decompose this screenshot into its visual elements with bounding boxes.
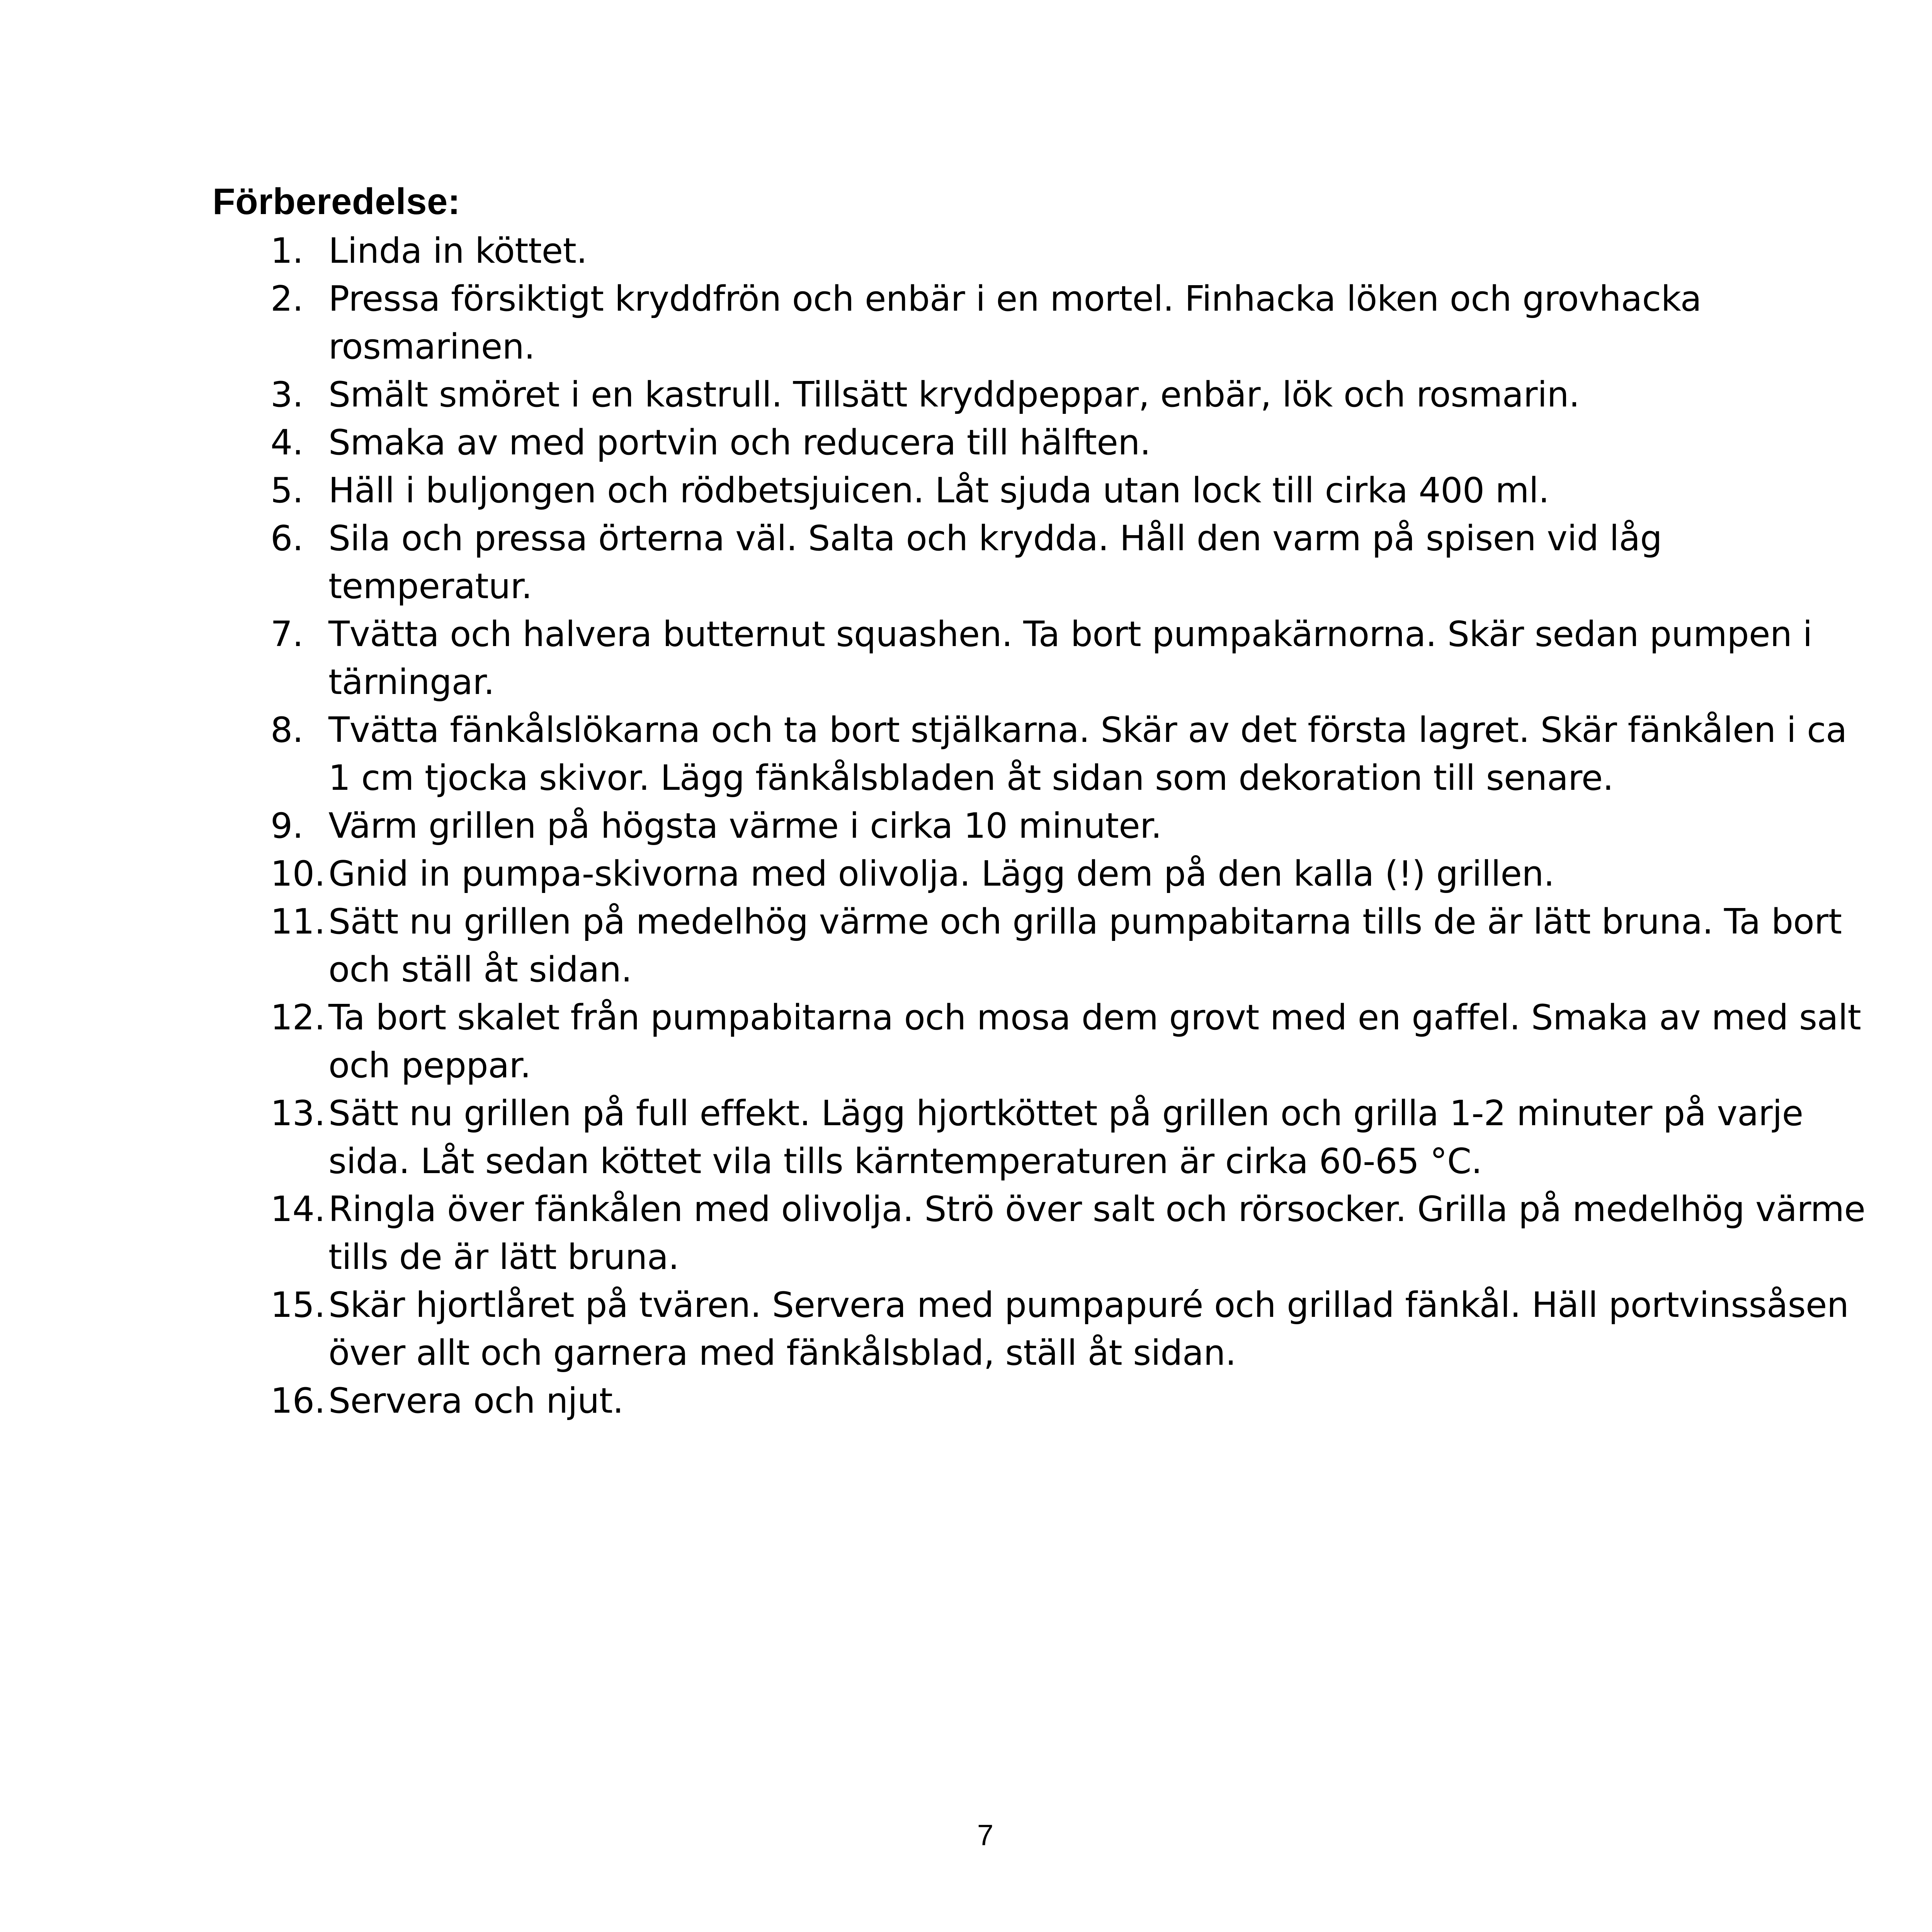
step-13: [213, 1090, 1866, 1185]
step-text: Häll i buljongen och rödbetsjuicen. Låt sjuda utan lock till cirka 400 ml.: [328, 470, 1549, 511]
step-text: Pressa försiktigt kryddfrön och enbär i en mortel. Finhacka löken och grovhacka rosmarinen.: [328, 279, 1702, 367]
step-number: 2.: [270, 279, 303, 319]
step-number: 16.: [270, 1381, 325, 1421]
page-number: 7: [977, 1819, 994, 1852]
section-heading: Förberedelse:: [213, 181, 461, 222]
step-4: [213, 419, 1866, 467]
steps-list: [213, 227, 1866, 1425]
step-number: 12.: [270, 997, 325, 1038]
step-text: Gnid in pumpa-skivorna med olivolja. Lägg dem på den kalla (!) grillen.: [328, 854, 1554, 894]
step-number: 6.: [270, 518, 303, 559]
step-text: Smält smöret i en kastrull. Tillsätt kryddpeppar, enbär, lök och rosmarin.: [328, 374, 1580, 415]
step-1: [213, 227, 1866, 275]
step-5: [213, 467, 1866, 515]
step-text: Värm grillen på högsta värme i cirka 10 minuter.: [328, 806, 1162, 846]
step-number: 15.: [270, 1285, 325, 1325]
step-text: Sätt nu grillen på full effekt. Lägg hjortköttet på grillen och grilla 1-2 minuter på varje sida. Låt sedan köttet vila tills kärntemperaturen är cirka 60-65 °C.: [328, 1093, 1803, 1182]
step-number: 14.: [270, 1189, 325, 1230]
step-number: 9.: [270, 806, 303, 846]
step-text: Sila och pressa örterna väl. Salta och krydda. Håll den varm på spisen vid låg temperatur.: [328, 518, 1662, 607]
step-text: Ringla över fänkålen med olivolja. Strö över salt och rörsocker. Grilla på medelhög värme tills de är lätt bruna.: [328, 1189, 1866, 1277]
step-number: 8.: [270, 710, 303, 750]
step-8: [213, 706, 1866, 802]
step-10: [213, 850, 1866, 898]
step-number: 11.: [270, 901, 325, 942]
step-number: 13.: [270, 1093, 325, 1134]
step-15: [213, 1281, 1866, 1377]
step-7: [213, 611, 1866, 706]
step-text: Tvätta och halvera butternut squashen. Ta bort pumpakärnorna. Skär sedan pumpen i tärningar.: [328, 614, 1813, 702]
step-2: [213, 275, 1866, 371]
step-9: [213, 802, 1866, 850]
step-14: [213, 1185, 1866, 1281]
step-number: 5.: [270, 470, 303, 511]
step-16: [213, 1377, 1866, 1425]
step-number: 3.: [270, 374, 303, 415]
step-11: [213, 898, 1866, 994]
step-text: Tvätta fänkålslökarna och ta bort stjälkarna. Skär av det första lagret. Skär fänkålen i ca 1 cm tjocka skivor. Lägg fänkålsbladen åt sidan som dekoration till senare.: [328, 710, 1847, 798]
step-number: 1.: [270, 231, 303, 271]
step-number: 10.: [270, 854, 325, 894]
step-number: 7.: [270, 614, 303, 655]
step-number: 4.: [270, 422, 303, 463]
step-text: Linda in köttet.: [328, 231, 587, 271]
step-text: Servera och njut.: [328, 1381, 624, 1421]
step-text: Skär hjortlåret på tvären. Servera med pumpapuré och grillad fänkål. Häll portvinssåsen över allt och garnera med fänkålsblad, ställ åt sidan.: [328, 1285, 1849, 1373]
step-12: [213, 994, 1866, 1090]
step-text: Sätt nu grillen på medelhög värme och grilla pumpabitarna tills de är lätt bruna. Ta bort och ställ åt sidan.: [328, 901, 1842, 990]
step-text: Ta bort skalet från pumpabitarna och mosa dem grovt med en gaffel. Smaka av med salt och peppar.: [328, 997, 1861, 1086]
step-3: [213, 371, 1866, 419]
step-6: [213, 515, 1866, 611]
step-text: Smaka av med portvin och reducera till hälften.: [328, 422, 1151, 463]
